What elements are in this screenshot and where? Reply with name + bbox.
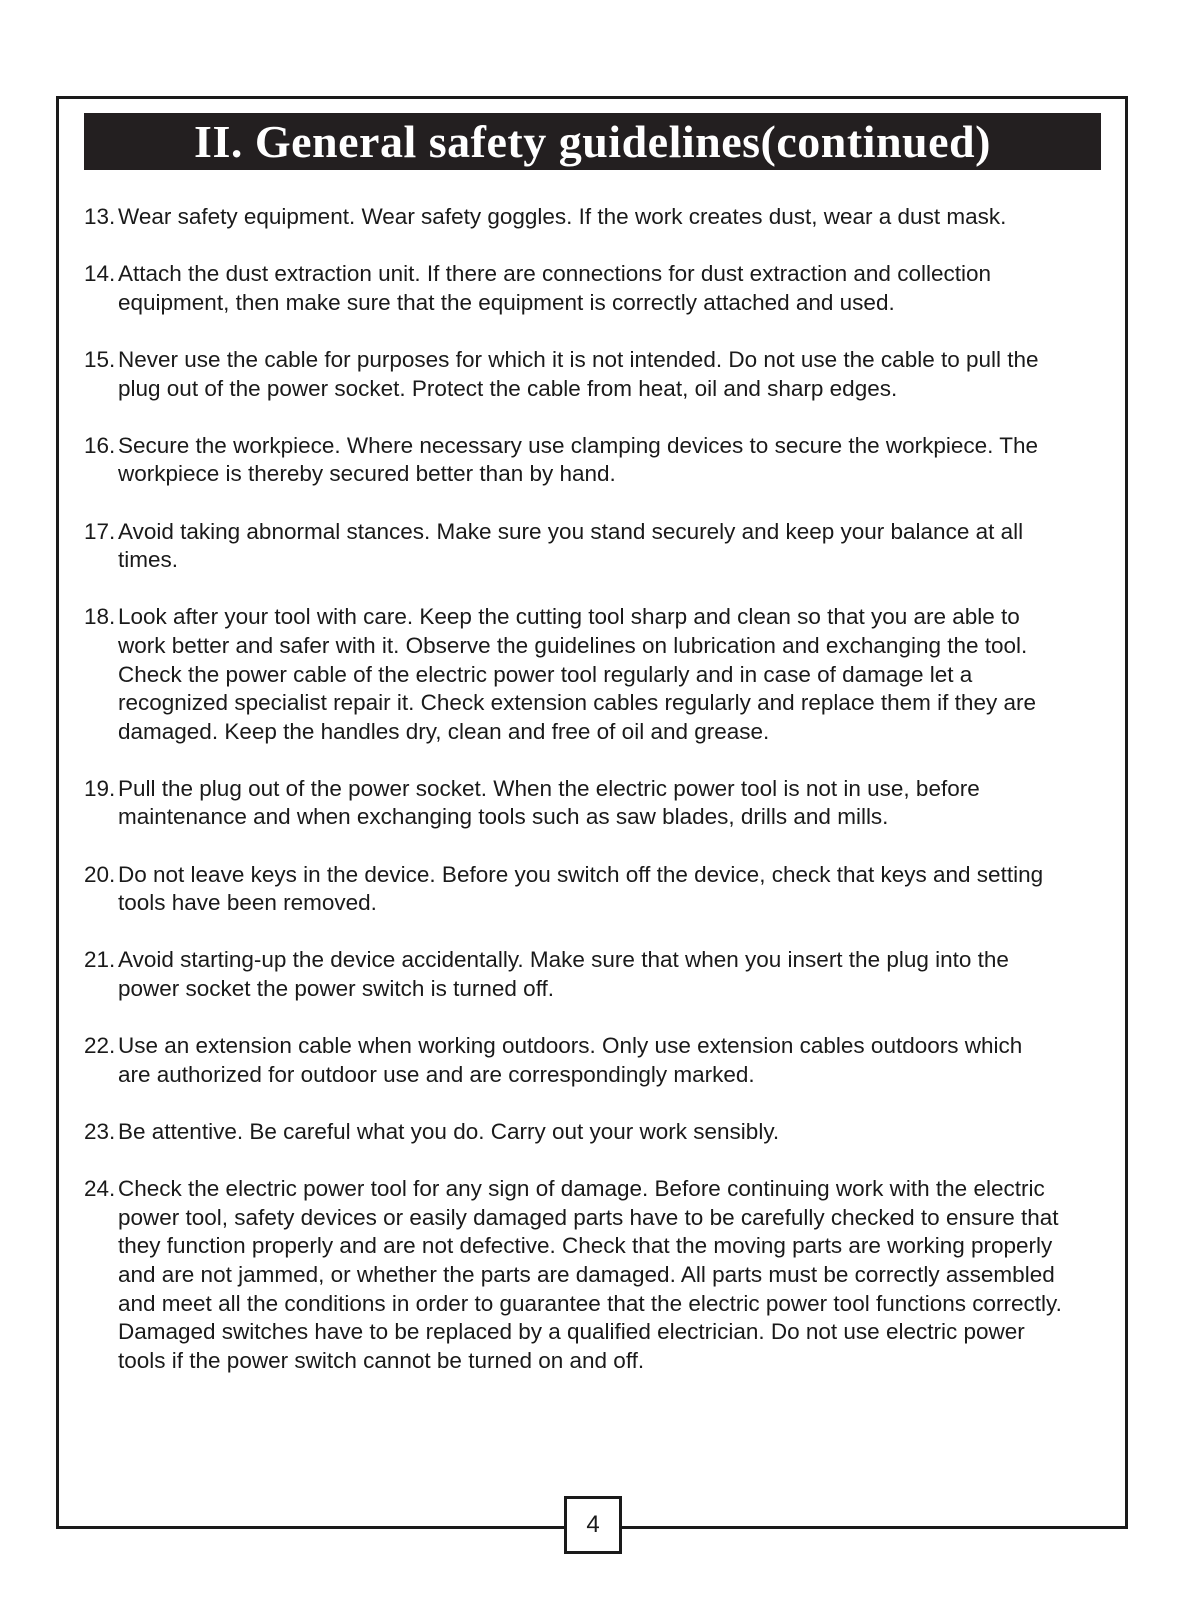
guideline-text: Wear safety equipment. Wear safety goggles. If the work creates dust, wear a dust mask. <box>118 204 1007 229</box>
section-header-bar <box>84 113 1101 170</box>
section-title: II. General safety guidelines(continued) <box>194 116 991 167</box>
guideline-text: Secure the workpiece. Where necessary use clamping devices to secure the workpiece. The workpiece is thereby secured better than by hand. <box>118 432 1039 487</box>
guideline-item-20 <box>84 861 1124 918</box>
guideline-number: 13. <box>84 204 116 229</box>
guideline-number: 14. <box>84 261 116 287</box>
guideline-item-13 <box>84 203 1124 232</box>
guideline-item-15 <box>84 346 1124 403</box>
guideline-text: Attach the dust extraction unit. If there are connections for dust extraction and collection equipment, then make sure that the equipment is correctly attached and used. <box>118 261 991 315</box>
guideline-text: Check the electric power tool for any sign of damage. Before continuing work with the electric power tool, safety devices or easily damaged parts have to be carefully checked to ensure that they function properly and are not defective. Check that the moving parts are working properly and are not jammed, or whether the parts are damaged. All parts must be correctly assembled and meet all the conditions in order to guarantee that the electric power tool functions correctly. Damaged switches have to be replaced by a qualified electrician. Do not use electric power tools if the power switch cannot be turned on and off. <box>118 1176 1062 1373</box>
guideline-item-16 <box>84 432 1124 489</box>
guideline-item-14 <box>84 260 1124 317</box>
guideline-item-23 <box>84 1118 1124 1147</box>
guideline-number: 19. <box>84 775 116 801</box>
guideline-number: 24. <box>84 1176 116 1202</box>
guideline-text: Pull the plug out of the power socket. When the electric power tool is not in use, before maintenance and when exchanging tools such as saw blades, drills and mills. <box>118 775 980 830</box>
guideline-number: 21. <box>84 947 116 973</box>
guideline-item-17 <box>84 518 1124 575</box>
guideline-number: 18. <box>84 604 116 630</box>
guideline-number: 20. <box>84 861 116 887</box>
guideline-item-21 <box>84 946 1124 1003</box>
guideline-number: 16. <box>84 432 116 458</box>
page-number-box <box>564 1496 622 1554</box>
guideline-item-24 <box>84 1175 1124 1375</box>
guideline-number: 22. <box>84 1033 116 1059</box>
guideline-item-18 <box>84 603 1124 746</box>
guideline-item-19 <box>84 775 1124 832</box>
guideline-text: Avoid taking abnormal stances. Make sure you stand securely and keep your balance at all times. <box>118 518 1024 573</box>
guideline-text: Never use the cable for purposes for which it is not intended. Do not use the cable to pull the plug out of the power socket. Protect the cable from heat, oil and sharp edges. <box>118 346 1039 401</box>
guideline-number: 23. <box>84 1119 116 1144</box>
safety-guidelines-list <box>84 203 1124 1404</box>
guideline-text: Use an extension cable when working outdoors. Only use extension cables outdoors which are authorized for outdoor use and are correspondingly marked. <box>118 1033 1023 1087</box>
guideline-item-22 <box>84 1032 1124 1089</box>
guideline-number: 17. <box>84 518 116 544</box>
guideline-text: Be attentive. Be careful what you do. Carry out your work sensibly. <box>118 1119 780 1144</box>
page-number: 4 <box>586 1511 600 1538</box>
guideline-text: Look after your tool with care. Keep the cutting tool sharp and clean so that you are able to work better and safer with it. Observe the guidelines on lubrication and exchanging the tool. Check the power cable of the electric power tool regularly and in case of damage let a recognized specialist repair it. Check extension cables regularly and replace them if they are damaged. Keep the handles dry, clean and free of oil and grease. <box>118 604 1036 744</box>
guideline-number: 15. <box>84 346 116 372</box>
guideline-text: Do not leave keys in the device. Before you switch off the device, check that keys and setting tools have been removed. <box>118 861 1044 916</box>
guideline-text: Avoid starting-up the device accidentally. Make sure that when you insert the plug into the power socket the power switch is turned off. <box>118 947 1009 1002</box>
